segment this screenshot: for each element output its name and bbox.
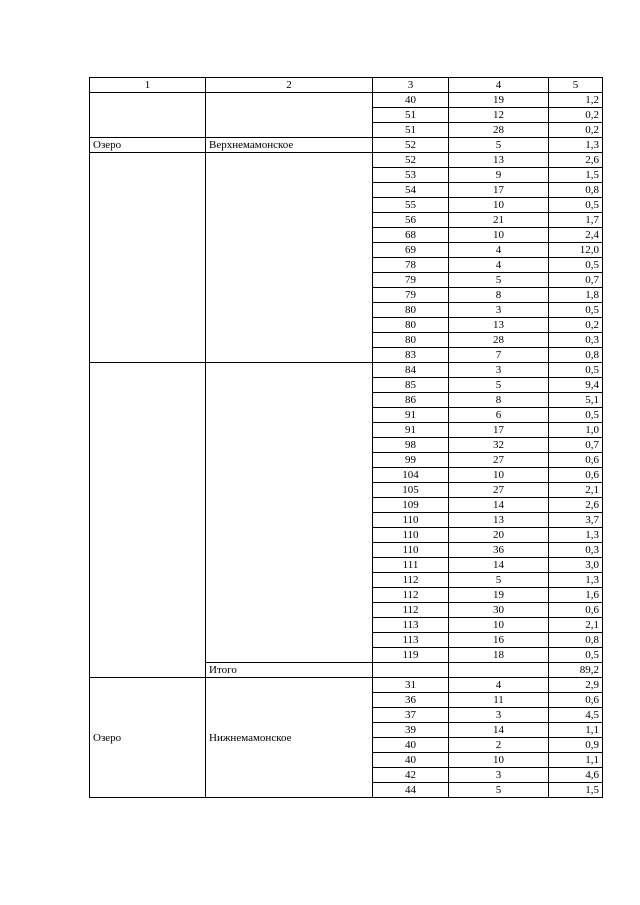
col4-cell: 3: [449, 303, 549, 318]
col5-cell: 1,5: [549, 168, 603, 183]
header-row: [90, 78, 603, 93]
col5-cell: 1,7: [549, 213, 603, 228]
col4-cell: 10: [449, 228, 549, 243]
col3-cell: 83: [373, 348, 449, 363]
col5-cell: 0,2: [549, 123, 603, 138]
col3-cell: 80: [373, 303, 449, 318]
col5-cell: 0,6: [549, 453, 603, 468]
col5-cell: 0,3: [549, 333, 603, 348]
col4-cell: 7: [449, 348, 549, 363]
object-name-cell: [206, 363, 373, 663]
col4-cell: 6: [449, 408, 549, 423]
col5-cell: 0,6: [549, 603, 603, 618]
col4-cell: 13: [449, 318, 549, 333]
col3-cell: 78: [373, 258, 449, 273]
object-type-cell: [90, 153, 206, 363]
col5-cell: 1,8: [549, 288, 603, 303]
col3-cell: 110: [373, 543, 449, 558]
col5-cell: 2,1: [549, 618, 603, 633]
col4-cell: 28: [449, 123, 549, 138]
col3-cell: 80: [373, 333, 449, 348]
object-name-cell: Нижнемамонское: [206, 678, 373, 798]
table-row: [90, 138, 603, 153]
col3-cell: 80: [373, 318, 449, 333]
col5-cell: 0,3: [549, 543, 603, 558]
col5-cell: 0,8: [549, 183, 603, 198]
table-row: [90, 678, 603, 693]
col5-cell: 1,1: [549, 723, 603, 738]
col3-cell: 79: [373, 273, 449, 288]
col5-cell: 0,5: [549, 198, 603, 213]
col5-cell: 4,5: [549, 708, 603, 723]
col3-cell: 119: [373, 648, 449, 663]
col5-cell: 1,6: [549, 588, 603, 603]
col5-cell: 0,9: [549, 738, 603, 753]
col5-cell: 0,5: [549, 648, 603, 663]
col3-cell: 79: [373, 288, 449, 303]
col4-cell: 27: [449, 453, 549, 468]
total-value-cell: 89,2: [549, 663, 603, 678]
col5-cell: 2,6: [549, 498, 603, 513]
col3-cell: 86: [373, 393, 449, 408]
table-row: [90, 93, 603, 108]
col3-cell: 84: [373, 363, 449, 378]
col3-cell: 56: [373, 213, 449, 228]
col4-cell: 9: [449, 168, 549, 183]
col4-cell: 18: [449, 648, 549, 663]
col3-cell: 105: [373, 483, 449, 498]
table-body: [90, 78, 603, 798]
col5-cell: 5,1: [549, 393, 603, 408]
col3-cell: 55: [373, 198, 449, 213]
col3-cell: 112: [373, 603, 449, 618]
col5-cell: 1,3: [549, 528, 603, 543]
col3-cell: 37: [373, 708, 449, 723]
col5-cell: 1,3: [549, 573, 603, 588]
col3-cell: 109: [373, 498, 449, 513]
col5-cell: 0,5: [549, 363, 603, 378]
col3-cell: 40: [373, 93, 449, 108]
col3-cell: 99: [373, 453, 449, 468]
col4-cell: 21: [449, 213, 549, 228]
header-cell: 1: [90, 78, 206, 93]
col3-cell: 111: [373, 558, 449, 573]
col4-cell: 4: [449, 678, 549, 693]
col4-cell: 17: [449, 423, 549, 438]
object-type-cell: [90, 363, 206, 678]
col3-cell: 51: [373, 123, 449, 138]
col3-cell: 112: [373, 588, 449, 603]
col3-cell: 113: [373, 618, 449, 633]
col4-cell: 2: [449, 738, 549, 753]
total-col4-cell: [449, 663, 549, 678]
object-type-cell: [90, 93, 206, 138]
col4-cell: 14: [449, 723, 549, 738]
total-col3-cell: [373, 663, 449, 678]
col3-cell: 91: [373, 423, 449, 438]
col5-cell: 0,2: [549, 318, 603, 333]
table-row: [90, 363, 603, 378]
col4-cell: 4: [449, 243, 549, 258]
col4-cell: 10: [449, 468, 549, 483]
object-name-cell: [206, 93, 373, 138]
col4-cell: 28: [449, 333, 549, 348]
col5-cell: 3,7: [549, 513, 603, 528]
col4-cell: 5: [449, 138, 549, 153]
col3-cell: 31: [373, 678, 449, 693]
col5-cell: 4,6: [549, 768, 603, 783]
col5-cell: 1,2: [549, 93, 603, 108]
col3-cell: 40: [373, 753, 449, 768]
col4-cell: 14: [449, 558, 549, 573]
col4-cell: 19: [449, 93, 549, 108]
col4-cell: 5: [449, 273, 549, 288]
col5-cell: 9,4: [549, 378, 603, 393]
col4-cell: 20: [449, 528, 549, 543]
col4-cell: 36: [449, 543, 549, 558]
col5-cell: 2,6: [549, 153, 603, 168]
col4-cell: 5: [449, 378, 549, 393]
col5-cell: 0,5: [549, 303, 603, 318]
col4-cell: 32: [449, 438, 549, 453]
header-cell: 3: [373, 78, 449, 93]
table-row: [90, 153, 603, 168]
col3-cell: 52: [373, 153, 449, 168]
object-name-cell: Верхнемамонское: [206, 138, 373, 153]
col4-cell: 14: [449, 498, 549, 513]
total-label-cell: Итого: [206, 663, 373, 678]
col3-cell: 51: [373, 108, 449, 123]
col4-cell: 8: [449, 288, 549, 303]
data-table: [89, 77, 603, 798]
col4-cell: 5: [449, 783, 549, 798]
col5-cell: 1,5: [549, 783, 603, 798]
col5-cell: 0,8: [549, 633, 603, 648]
col4-cell: 13: [449, 513, 549, 528]
col5-cell: 0,5: [549, 408, 603, 423]
col4-cell: 10: [449, 198, 549, 213]
col4-cell: 16: [449, 633, 549, 648]
col3-cell: 40: [373, 738, 449, 753]
header-cell: 5: [549, 78, 603, 93]
object-type-cell: Озеро: [90, 138, 206, 153]
col4-cell: 27: [449, 483, 549, 498]
col5-cell: 0,2: [549, 108, 603, 123]
header-cell: 2: [206, 78, 373, 93]
col3-cell: 68: [373, 228, 449, 243]
col4-cell: 3: [449, 768, 549, 783]
col3-cell: 98: [373, 438, 449, 453]
col5-cell: 0,8: [549, 348, 603, 363]
col3-cell: 54: [373, 183, 449, 198]
col4-cell: 13: [449, 153, 549, 168]
col3-cell: 85: [373, 378, 449, 393]
col4-cell: 3: [449, 708, 549, 723]
col4-cell: 10: [449, 753, 549, 768]
col5-cell: 0,6: [549, 693, 603, 708]
col3-cell: 53: [373, 168, 449, 183]
col3-cell: 42: [373, 768, 449, 783]
col4-cell: 11: [449, 693, 549, 708]
col3-cell: 112: [373, 573, 449, 588]
col5-cell: 0,7: [549, 273, 603, 288]
col3-cell: 104: [373, 468, 449, 483]
col5-cell: 2,4: [549, 228, 603, 243]
col3-cell: 110: [373, 513, 449, 528]
col3-cell: 91: [373, 408, 449, 423]
col3-cell: 113: [373, 633, 449, 648]
col5-cell: 0,5: [549, 258, 603, 273]
col4-cell: 10: [449, 618, 549, 633]
col3-cell: 44: [373, 783, 449, 798]
col5-cell: 2,9: [549, 678, 603, 693]
col4-cell: 12: [449, 108, 549, 123]
col5-cell: 1,0: [549, 423, 603, 438]
col4-cell: 8: [449, 393, 549, 408]
col5-cell: 0,7: [549, 438, 603, 453]
col4-cell: 5: [449, 573, 549, 588]
header-cell: 4: [449, 78, 549, 93]
col5-cell: 12,0: [549, 243, 603, 258]
col4-cell: 19: [449, 588, 549, 603]
col4-cell: 4: [449, 258, 549, 273]
col5-cell: 3,0: [549, 558, 603, 573]
col3-cell: 36: [373, 693, 449, 708]
object-type-cell: Озеро: [90, 678, 206, 798]
col5-cell: 0,6: [549, 468, 603, 483]
col5-cell: 1,3: [549, 138, 603, 153]
col4-cell: 17: [449, 183, 549, 198]
col3-cell: 52: [373, 138, 449, 153]
object-name-cell: [206, 153, 373, 363]
col5-cell: 2,1: [549, 483, 603, 498]
col5-cell: 1,1: [549, 753, 603, 768]
col4-cell: 3: [449, 363, 549, 378]
col3-cell: 69: [373, 243, 449, 258]
col3-cell: 39: [373, 723, 449, 738]
col3-cell: 110: [373, 528, 449, 543]
col4-cell: 30: [449, 603, 549, 618]
